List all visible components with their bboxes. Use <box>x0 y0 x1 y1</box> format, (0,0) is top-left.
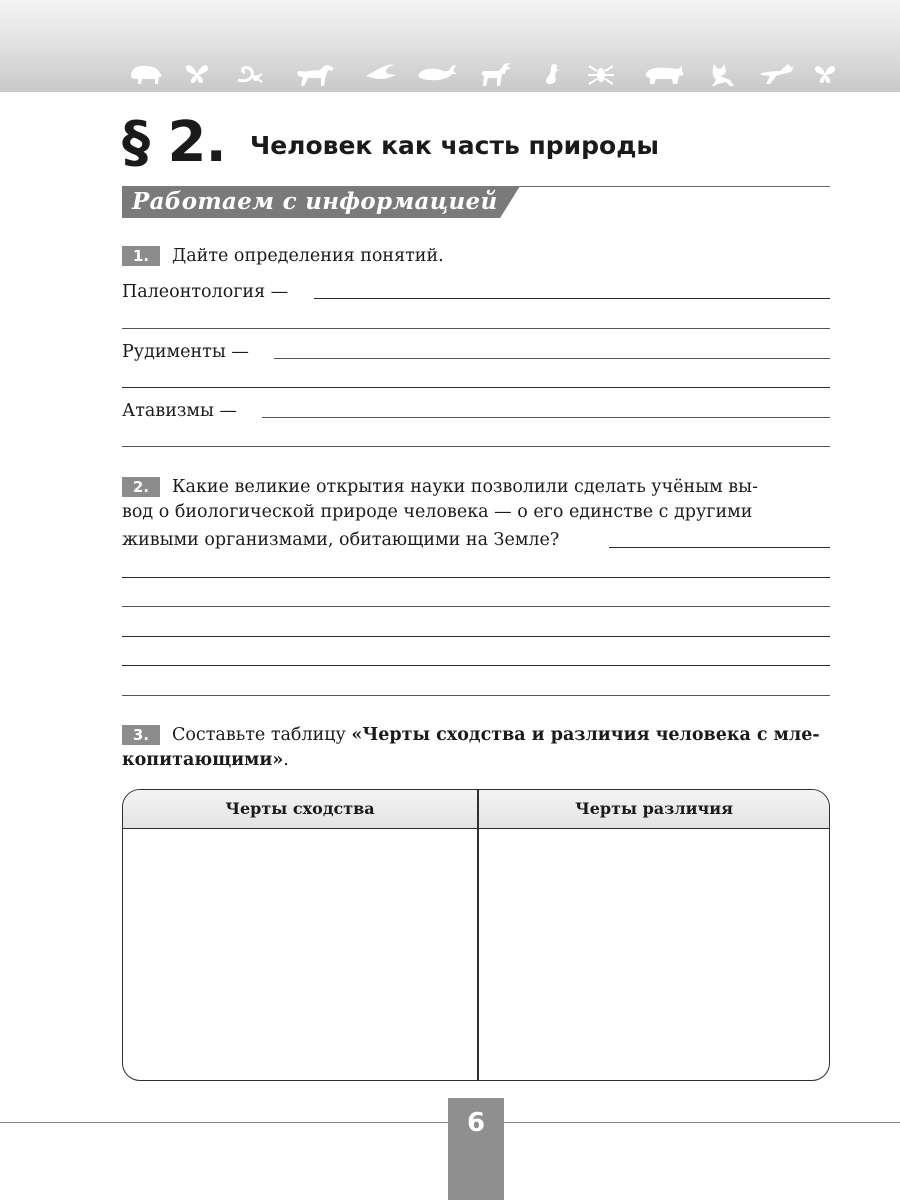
question-3-table-name-2: копитающими» <box>122 750 284 770</box>
similarities-differences-table <box>122 789 830 1081</box>
answer-line[interactable] <box>122 328 830 329</box>
rubric-label: Работаем с информацией <box>132 188 498 215</box>
moth-icon <box>812 62 838 86</box>
butterfly-icon <box>184 62 210 86</box>
antelope-icon <box>758 62 798 88</box>
answer-line[interactable] <box>122 695 830 696</box>
column-header-differences: Черты различия <box>575 799 733 818</box>
question-3-table-name-1: «Черты сходства и различия человека с мле- <box>351 725 820 745</box>
answer-line[interactable] <box>314 298 830 299</box>
question-1-number: 1. <box>122 246 160 266</box>
question-2-number: 2. <box>122 477 160 497</box>
term-paleontology: Палеонтология — <box>122 282 289 302</box>
rhino-icon <box>642 62 686 86</box>
similarities-cell[interactable] <box>123 830 477 1078</box>
answer-line[interactable] <box>122 577 830 578</box>
animal-silhouette-row <box>118 62 838 92</box>
question-2-line-3: живыми организмами, обитающими на Земле? <box>122 530 560 550</box>
scorpion-icon <box>234 62 264 86</box>
question-3-line-1 <box>172 724 820 746</box>
question-2-line-2: вод о биологической природе человека — о его единстве с другими <box>122 502 753 522</box>
answer-line[interactable] <box>122 606 830 607</box>
answer-line[interactable] <box>274 358 830 359</box>
question-3-line-2 <box>122 749 289 771</box>
term-atavisms: Атавизмы — <box>122 401 238 421</box>
answer-line[interactable] <box>122 387 830 388</box>
whale-icon <box>416 62 458 84</box>
duck-icon <box>542 62 562 88</box>
term-rudiments: Рудименты — <box>122 342 249 362</box>
column-header-similarities: Черты сходства <box>225 799 375 818</box>
question-3-end: . <box>283 750 289 770</box>
question-3-prefix: Составьте таблицу <box>172 725 352 745</box>
differences-cell[interactable] <box>479 830 829 1078</box>
horse-icon <box>294 62 336 88</box>
moose-icon <box>478 62 512 88</box>
answer-line[interactable] <box>262 417 830 418</box>
bird-icon <box>364 62 398 84</box>
bison-icon <box>128 62 164 86</box>
question-2-line-1: Какие великие открытия науки позволили сделать учёным вы- <box>172 477 758 497</box>
page-number: 6 <box>466 1108 486 1138</box>
answer-line[interactable] <box>609 547 830 548</box>
question-1-text: Дайте определения понятий. <box>172 246 444 266</box>
answer-line[interactable] <box>122 446 830 447</box>
answer-line[interactable] <box>122 665 830 666</box>
cat-icon <box>708 62 738 88</box>
question-3-number: 3. <box>122 725 160 745</box>
insect-icon <box>586 62 616 86</box>
answer-line[interactable] <box>122 636 830 637</box>
section-number: § 2. <box>122 110 226 175</box>
section-title: Человек как часть природы <box>250 131 660 160</box>
